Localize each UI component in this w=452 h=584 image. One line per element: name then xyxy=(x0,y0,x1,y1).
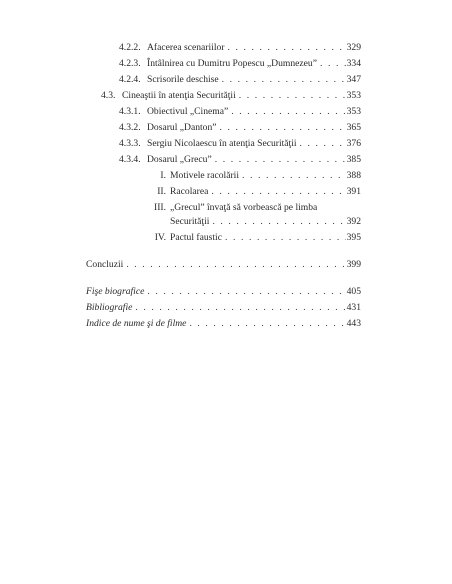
toc-entry xyxy=(119,137,361,151)
dot-leader xyxy=(320,57,346,71)
toc-entry-title-line1: „Grecul” învaţă să vorbească pe limba xyxy=(170,202,318,213)
dot-leader xyxy=(300,137,346,151)
toc-entry-page: 388 xyxy=(346,170,361,181)
toc-entry-page: 353 xyxy=(346,90,361,101)
toc-entry-page: 431 xyxy=(346,302,361,313)
toc-entry-title: Întâlnirea cu Dumitru Popescu „Dumnezeu” xyxy=(147,58,317,69)
dot-leader xyxy=(135,301,345,315)
toc-entry xyxy=(170,215,361,229)
toc-entry xyxy=(86,285,361,299)
toc-entry-page: 365 xyxy=(346,122,361,133)
toc-entry-number: 4.3.3. xyxy=(119,138,141,149)
toc-entry-number: 4.2.4. xyxy=(119,74,141,85)
toc-entry-number: I. xyxy=(160,170,166,181)
dot-leader xyxy=(242,169,346,183)
toc-entry-page: 391 xyxy=(346,186,361,197)
toc-entry-title: Sergiu Nicolaescu în atenţia Securităţii xyxy=(147,138,297,149)
toc-entry-page: 405 xyxy=(346,286,361,297)
toc-entry-title: Racolarea xyxy=(170,186,209,197)
dot-leader xyxy=(220,121,346,135)
dot-leader xyxy=(147,285,345,299)
dot-leader xyxy=(215,153,346,167)
dot-leader xyxy=(225,231,346,245)
toc-entry-title: Afacerea scenariilor xyxy=(147,42,225,53)
toc-entry-page: 443 xyxy=(346,318,361,329)
toc-entry xyxy=(86,301,361,315)
toc-entry-number: 4.3. xyxy=(101,90,116,101)
dot-leader xyxy=(212,215,345,229)
toc-entry-number: 4.2.3. xyxy=(119,58,141,69)
toc-entry-page: 392 xyxy=(346,216,361,227)
toc-entry xyxy=(146,231,361,245)
toc-entry-number: 4.3.2. xyxy=(119,122,141,133)
dot-leader xyxy=(211,185,345,199)
toc-entry-title: Bibliografie xyxy=(86,302,133,313)
toc-entry-number: IV. xyxy=(154,232,166,243)
toc-entry-title: Concluzii xyxy=(86,259,124,270)
toc-entry xyxy=(146,185,361,199)
toc-entry-title: Fişe biografice xyxy=(86,286,145,297)
toc-entry-title: Scrisorile deschise xyxy=(147,74,219,85)
toc-entry xyxy=(119,105,361,119)
toc-entry-title: Pactul faustic xyxy=(170,232,222,243)
toc-entry-page: 347 xyxy=(346,74,361,85)
toc-entry-page: 329 xyxy=(346,42,361,53)
toc-entry-number: 4.3.1. xyxy=(119,106,141,117)
dot-leader xyxy=(228,41,346,55)
toc-entry-title: Dosarul „Grecu” xyxy=(147,154,212,165)
toc-entry-page: 395 xyxy=(346,232,361,243)
dot-leader xyxy=(222,73,346,87)
toc-entry-title: Dosarul „Danton” xyxy=(147,122,217,133)
toc-entry xyxy=(146,169,361,183)
toc-entry-title: Cineaştii în atenţia Securităţii xyxy=(122,90,236,101)
toc-entry-page: 385 xyxy=(346,154,361,165)
toc-entry-title: Obiectivul „Cinema” xyxy=(147,106,229,117)
toc-entry-page: 353 xyxy=(346,106,361,117)
toc-entry xyxy=(119,153,361,167)
dot-leader xyxy=(231,105,345,119)
toc-entry-number: 4.2.2. xyxy=(119,42,141,53)
toc-entry-title: Securităţii xyxy=(170,216,210,227)
toc-entry-first-line xyxy=(146,201,317,215)
toc-entry xyxy=(119,121,361,135)
toc-entry-title: Indice de nume şi de filme xyxy=(86,318,187,329)
toc-entry xyxy=(119,57,361,71)
dot-leader xyxy=(189,317,345,331)
toc-entry-page: 399 xyxy=(346,259,361,270)
toc-entry xyxy=(119,73,361,87)
toc-entry xyxy=(119,41,361,55)
dot-leader xyxy=(239,89,346,103)
toc-entry-page: 334 xyxy=(346,58,361,69)
toc-entry-title: Motivele racolării xyxy=(170,170,239,181)
toc-entry xyxy=(86,317,361,331)
dot-leader xyxy=(126,258,345,272)
toc-entry-page: 376 xyxy=(346,138,361,149)
toc-entry xyxy=(101,89,361,103)
toc-entry xyxy=(86,258,361,272)
toc-entry-number: III. xyxy=(154,202,166,213)
toc-entry-number: II. xyxy=(157,186,166,197)
toc-entry-number: 4.3.4. xyxy=(119,154,141,165)
